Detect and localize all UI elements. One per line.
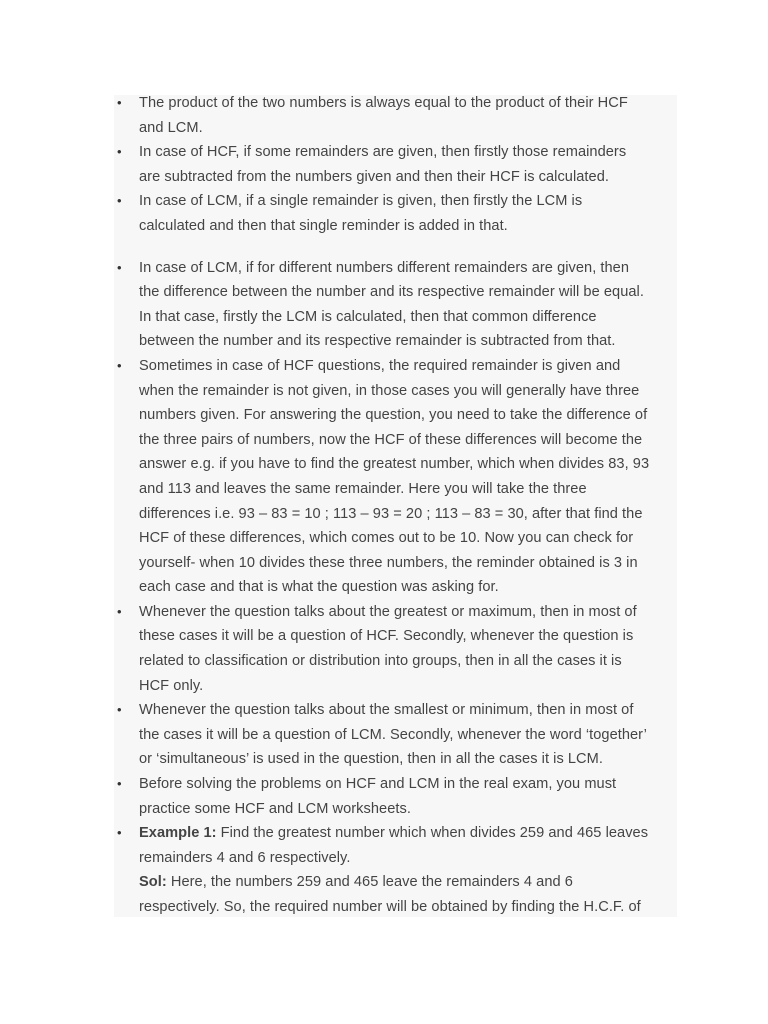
list-item: [114, 140, 677, 189]
list-item: [114, 95, 677, 140]
example-question-line: [139, 821, 677, 846]
text-line: each case and that is what the question was asking for.: [139, 579, 499, 596]
text-line: remainders 4 and 6 respectively.: [139, 849, 351, 866]
text-line: numbers given. For answering the question, you need to take the difference of: [139, 407, 648, 424]
example-label: Example 1:: [139, 825, 217, 842]
bullet-list: [114, 95, 677, 917]
bullet-icon: •: [117, 603, 122, 619]
text-line: In that case, firstly the LCM is calculated, then that common difference: [139, 308, 597, 325]
text-line: or ‘simultaneous’ is used in the question, then in all the cases it is LCM.: [139, 751, 603, 768]
text-line: HCF only.: [139, 677, 204, 694]
text-line: the three pairs of numbers, now the HCF of these differences will become the: [139, 431, 643, 448]
text-line: are subtracted from the numbers given and then their HCF is calculated.: [139, 168, 609, 185]
text-line: answer e.g. if you have to find the greatest number, which when divides 83, 93: [139, 456, 650, 473]
text-line: The product of the two numbers is always equal to the product of their HCF: [139, 95, 628, 111]
text-line: between the number and its respective remainder is subtracted from that.: [139, 333, 616, 350]
content-panel: [114, 95, 677, 917]
text-line: In case of LCM, if a single remainder is given, then firstly the LCM is: [139, 193, 583, 210]
solution-label: Sol:: [139, 874, 167, 891]
list-item: [114, 600, 677, 698]
text-line: yourself- when 10 divides these three numbers, the reminder obtained is 3 in: [139, 554, 638, 571]
text-line: these cases it will be a question of HCF. Secondly, whenever the question is: [139, 628, 634, 645]
text-line: In case of LCM, if for different numbers different remainders are given, then: [139, 259, 630, 276]
text-line: related to classification or distribution into groups, then in all the cases it is: [139, 653, 622, 670]
bullet-icon: •: [117, 144, 122, 160]
text-line: and 113 and leaves the same remainder. Here you will take the three: [139, 480, 587, 497]
text-line: Before solving the problems on HCF and LCM in the real exam, you must: [139, 776, 617, 793]
text-line: practice some HCF and LCM worksheets.: [139, 800, 411, 817]
text-line: the difference between the number and its respective remainder will be equal.: [139, 284, 644, 301]
bullet-icon: •: [117, 776, 122, 792]
example-item: [114, 821, 677, 917]
list-item: [114, 772, 677, 821]
text-line: and LCM.: [139, 119, 203, 136]
bullet-icon: •: [117, 95, 122, 110]
list-item: [114, 256, 677, 354]
text-line: Whenever the question talks about the smallest or minimum, then in most of: [139, 702, 634, 719]
bullet-icon: •: [117, 702, 122, 718]
text-line: respectively. So, the required number will be obtained by finding the H.C.F. of: [139, 899, 641, 915]
list-item: [114, 698, 677, 772]
text-line: HCF of these differences, which comes out to be 10. Now you can check for: [139, 530, 634, 547]
list-item: [114, 189, 677, 238]
bullet-icon: •: [117, 193, 122, 209]
solution-line: [139, 870, 677, 895]
example-question-text: Find the greatest number which when divides 259 and 465 leaves: [216, 825, 649, 842]
text-line: In case of HCF, if some remainders are given, then firstly those remainders: [139, 144, 627, 161]
bullet-icon: •: [117, 825, 122, 841]
text-line: calculated and then that single reminder is added in that.: [139, 217, 508, 234]
list-item: [114, 354, 677, 600]
solution-text: Here, the numbers 259 and 465 leave the remainders 4 and 6: [166, 874, 573, 891]
bullet-icon: •: [117, 259, 122, 275]
text-line: when the remainder is not given, in those cases you will generally have three: [139, 382, 640, 399]
text-line: Sometimes in case of HCF questions, the required remainder is given and: [139, 357, 621, 374]
text-line: Whenever the question talks about the greatest or maximum, then in most of: [139, 603, 637, 620]
text-line: differences i.e. 93 – 83 = 10 ; 113 – 93 = 20 ; 113 – 83 = 30, after that find the: [139, 505, 643, 522]
text-line: the cases it will be a question of LCM. Secondly, whenever the word ‘together’: [139, 726, 647, 743]
bullet-icon: •: [117, 357, 122, 373]
